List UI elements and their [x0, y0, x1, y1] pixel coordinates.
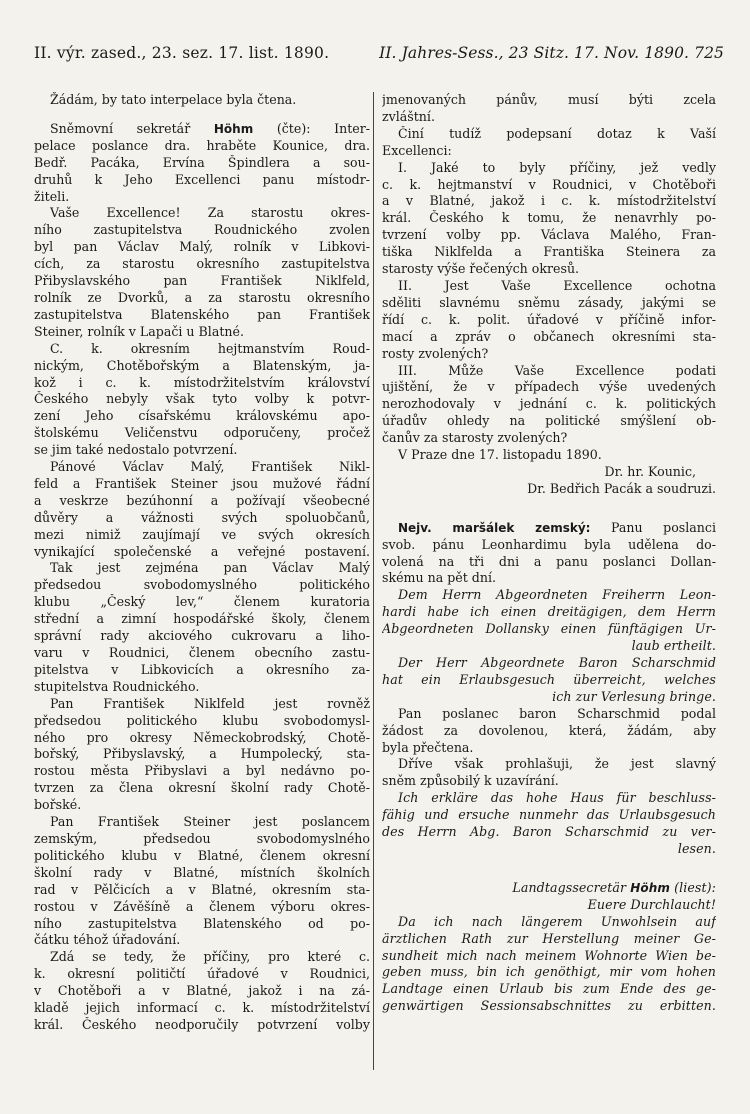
- text-line: sundheit mich nach meinem Wohnorte Wien be-: [382, 947, 716, 963]
- text-line: rolník ze Dvorků, a za starostu okresního: [34, 289, 370, 305]
- text-line: Excellenci:: [382, 142, 452, 158]
- column-divider: [373, 92, 374, 1070]
- text-line: Dříve však prohlašuji, že jest slavný: [398, 756, 716, 772]
- text-line: byl pan Václav Malý, rolník v Libkovi-: [34, 239, 370, 255]
- text-line: pelace poslance dra. hraběte Kounice, dra.: [34, 137, 370, 153]
- text-line: v Chotěboři a v Blatné, jakož i na zá-: [34, 983, 370, 999]
- text-line: Dr. Bedřich Pacák a soudruzi.: [527, 480, 716, 496]
- text-line: Činí tudíž podepsaní dotaz k Vaší: [398, 125, 716, 141]
- text-line: volená na tři dni a panu poslanci Dollan-: [382, 553, 716, 569]
- text-line: sněm způsobilý k uzavírání.: [382, 773, 559, 789]
- section-gap: [382, 498, 716, 520]
- text-line: feld a František Steiner jsou mužové řádní: [34, 475, 370, 491]
- text-line: Sněmovní sekretář Höhm (čte): Inter-: [50, 120, 370, 136]
- text-line: hat ein Erlaubsgesuch überreicht, welches: [382, 671, 716, 687]
- text-line: král. Českého k tomu, že nenavrhly po-: [382, 210, 716, 226]
- text-line: úřadův ohledy na politické smýšlení ob-: [382, 413, 716, 429]
- text-line: důvěry a vážnosti svých spoluobčanů,: [34, 509, 370, 525]
- text-line: politického klubu v Blatné, členem okresní: [34, 847, 370, 863]
- text-line: III. Může Vaše Excellence podati: [398, 362, 716, 378]
- text-line: I. Jaké to byly příčiny, jež vedly: [398, 159, 716, 175]
- text-line: Přibyslavského pan František Niklfeld,: [34, 273, 370, 289]
- text-line: genwärtigen Sessionsabschnittes zu erbitten.: [382, 998, 716, 1014]
- text-line: rostou v Závěšíně a členem výboru okres-: [34, 898, 370, 914]
- text-line: školní rady v Blatné, místních školních: [34, 864, 370, 880]
- text-line: a veskrze bezúhonní a požívají všeobecné: [34, 492, 370, 508]
- text-line: Českého nebyly však tyto volby k potvr-: [34, 391, 370, 407]
- text-line: kož i c. k. místodržitelstvím království: [34, 374, 370, 390]
- text-line: Ich erkläre das hohe Haus für beschluss-: [398, 790, 716, 806]
- text-line: hardi habe ich einen dreitägigen, dem Herrn: [382, 604, 716, 620]
- text-line: nickým, Chotěbořským a Blatenským, ja-: [34, 357, 370, 373]
- header-czech: II. výr. zased., 23. sez. 17. list. 1890.: [34, 44, 330, 62]
- text-line: rosty zvolených?: [382, 345, 489, 361]
- text-line: pitelstva v Libkovicích a okresního za-: [34, 661, 370, 677]
- text-line: ného pro okresy Německobrodský, Chotě-: [34, 729, 370, 745]
- text-line: ärztlichen Rath zur Herstellung meiner Ge-: [382, 930, 716, 946]
- text-line: ního zastupitelstva Blatenského od po-: [34, 915, 370, 931]
- text-line: ich zur Verlesung bringe.: [552, 688, 716, 704]
- text-line: zemským, předsedou svobodomyslného: [34, 830, 370, 846]
- text-line: ního zastupitelstva Roudnického zvolen: [34, 222, 370, 238]
- text-line: Pan poslanec baron Scharschmid podal: [398, 705, 716, 721]
- text-line: sděliti slavnému sněmu zásady, jakými se: [382, 294, 716, 310]
- page-header: [34, 44, 724, 66]
- text-line: klubu „Český lev,“ členem kuratoria: [34, 594, 370, 610]
- text-line: k. okresní političtí úřadové v Roudnici,: [34, 966, 370, 982]
- text-line: se jim také nedostalo potvrzení.: [34, 442, 238, 458]
- text-line: Bedř. Pacáka, Ervína Špindlera a sou-: [34, 154, 370, 170]
- text-line: V Praze dne 17. listopadu 1890.: [398, 447, 602, 463]
- text-line: rostou města Přibyslavi a byl nedávno po-: [34, 763, 370, 779]
- text-line: starosty výše řečených okresů.: [382, 261, 580, 277]
- text-line: tvrzen za člena okresní školní rady Chotě-: [34, 780, 370, 796]
- text-line: lesen.: [677, 840, 716, 856]
- text-line: des Herrn Abg. Baron Scharschmid zu ver-: [382, 824, 716, 840]
- text-line: ujištění, že v případech výše uvedených: [382, 379, 716, 395]
- text-line: bořský, Přibyslavský, a Humpolecký, sta-: [34, 746, 370, 762]
- text-line: správní rady akciového cukrovaru a liho-: [34, 628, 370, 644]
- text-line: tvrzení volby pp. Václava Malého, Fran-: [382, 227, 716, 243]
- text-line: skému na pět dní.: [382, 570, 497, 586]
- text-line: štolskému Veličenstvu odporučeny, pročež: [34, 425, 370, 441]
- text-line: zastupitelstva Blatenského pan František: [34, 306, 370, 322]
- text-line: Dr. hr. Kounic,: [604, 463, 696, 479]
- text-line: zení Jeho císařskému královskému apo-: [34, 408, 370, 424]
- text-line: mezi nimiž zaujímají ve svých okresích: [34, 526, 370, 542]
- header-german: II. Jahres-Sess., 23 Sitz. 17. Nov. 1890. 725: [379, 44, 724, 62]
- text-line: zvláštní.: [382, 108, 435, 124]
- text-line: předsedou politického klubu svobodomysl-: [34, 712, 370, 728]
- text-line: Zdá se tedy, že příčiny, pro které c.: [50, 949, 370, 965]
- text-line: čátku téhož úřadování.: [34, 932, 181, 948]
- text-line: bořské.: [34, 797, 82, 813]
- text-line: předsedou svobodomyslného politického: [34, 577, 370, 593]
- text-line: kladě jejich informací c. k. místodržitelství: [34, 1000, 370, 1016]
- text-line: střední a zimní hospodářské školy, členem: [34, 611, 370, 627]
- text-line: rad v Pělčicích a v Blatné, okresním sta-: [34, 881, 370, 897]
- text-line: Euere Durchlaucht!: [587, 896, 716, 912]
- text-line: čanův za starosty zvolených?: [382, 430, 568, 446]
- text-line: a v Blatné, jakož i c. k. místodržitelství: [382, 193, 716, 209]
- text-line: Landtage einen Urlaub bis zum Ende des ge-: [382, 981, 716, 997]
- text-line: vynikající společenské a veřejné postavení.: [34, 543, 370, 559]
- text-line: laub ertheilt.: [631, 638, 716, 654]
- text-line: Pánové Václav Malý, František Nikl-: [50, 459, 370, 475]
- text-line: svob. pánu Leonhardimu byla udělena do-: [382, 536, 716, 552]
- text-line: Steiner, rolník v Lapači u Blatné.: [34, 323, 244, 339]
- text-line: Pan František Steiner jest poslancem: [50, 814, 370, 830]
- text-line: nerozhodovaly v jednání c. k. politických: [382, 396, 716, 412]
- text-line: mací a zpráv o občanech okresními sta-: [382, 328, 716, 344]
- text-line: Žádám, by tato interpelace byla čtena.: [50, 92, 297, 107]
- text-line: Der Herr Abgeordnete Baron Scharschmid: [398, 655, 716, 670]
- text-line: fähig und ersuche nunmehr das Urlaubsgesuch: [382, 807, 716, 823]
- text-line: II. Jest Vaše Excellence ochotna: [398, 277, 716, 293]
- text-line: žiteli.: [34, 188, 70, 204]
- text-line: druhů k Jeho Excellenci panu místodr-: [34, 171, 370, 187]
- text-line: řídí c. k. polit. úřadové v příčině infor-: [382, 311, 716, 327]
- left-column: [34, 92, 370, 1034]
- text-line: tiška Niklfelda a Františka Steinera za: [382, 244, 716, 260]
- paragraph-gap: [34, 109, 370, 121]
- right-column: [382, 92, 716, 1015]
- text-line: Tak jest zejména pan Václav Malý: [50, 560, 370, 576]
- text-line: Pan František Niklfeld jest rovněž: [50, 695, 370, 711]
- text-line: stupitelstva Roudnického.: [34, 678, 200, 694]
- text-line: král. Českého neodporučily potvrzení volby: [34, 1016, 370, 1032]
- text-line: Nejv. maršálek zemský: Panu poslanci: [398, 519, 716, 535]
- text-line: jmenovaných pánův, musí býti zcela: [382, 92, 716, 107]
- text-line: byla přečtena.: [382, 739, 474, 755]
- text-line: Vaše Excellence! Za starostu okres-: [50, 205, 370, 221]
- text-line: Da ich nach längerem Unwohlsein auf: [398, 913, 716, 929]
- text-line: C. k. okresním hejtmanstvím Roud-: [50, 340, 370, 356]
- text-line: Abgeordneten Dollansky einen fünftägigen Ur-: [382, 621, 716, 637]
- text-line: Landtagssecretär Höhm (liest):: [512, 879, 716, 895]
- text-line: varu v Roudnici, členem obecního zastu-: [34, 645, 370, 660]
- text-line: žádost za dovolenou, která, žádám, aby: [382, 722, 716, 738]
- text-line: Dem Herrn Abgeordneten Freiherrn Leon-: [398, 587, 716, 603]
- text-line: cích, za starostu okresního zastupitelstva: [34, 256, 370, 272]
- section-gap: [382, 858, 716, 880]
- text-line: c. k. hejtmanství v Roudnici, v Chotěboři: [382, 176, 716, 192]
- text-line: geben muss, bin ich genöthigt, mir vom hohen: [382, 964, 716, 980]
